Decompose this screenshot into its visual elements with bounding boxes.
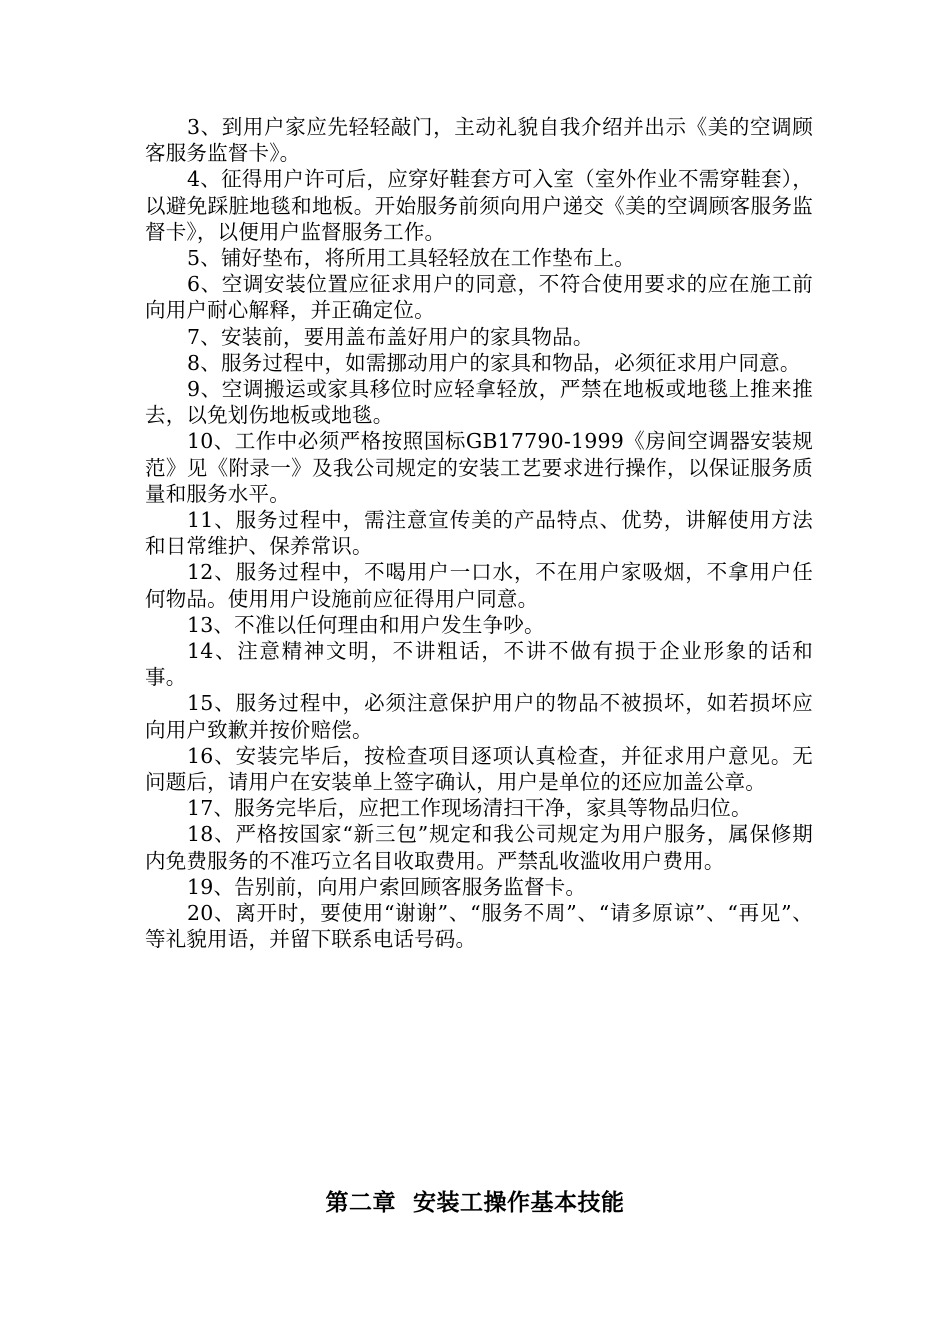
- rule-paragraph-16: 16、安装完毕后，按检查项目逐项认真检查，并征求用户意见。无问题后，请用户在安装单上签字确认，用户是单位的还应加盖公章。: [145, 743, 813, 795]
- rule-paragraph-20: 20、离开时，要使用“谢谢”、“服务不周”、“请多原谅”、“再见”、等礼貌用语，并留下联系电话号码。: [145, 901, 813, 952]
- rule-paragraph-5: 5、铺好垫布，将所用工具轻轻放在工作垫布上。: [187, 246, 635, 271]
- rule-paragraph-6: 6、空调安装位置应征求用户的同意，不符合使用要求的应在施工前向用户耐心解释，并正确定位。: [145, 272, 813, 323]
- chapter-heading: 第二章 安装工操作基本技能: [325, 1189, 625, 1216]
- rule-paragraph-4: 4、征得用户许可后，应穿好鞋套方可入室（室外作业不需穿鞋套），以避免踩脏地毯和地板。开始服务前须向用户递交《美的空调顾客服务监督卡》，以便用户监督服务工作。: [145, 167, 813, 244]
- rule-paragraph-7: 7、安装前，要用盖布盖好用户的家具物品。: [187, 324, 594, 349]
- rule-paragraph-3: 3、到用户家应先轻轻敲门，主动礼貌自我介绍并出示《美的空调顾客服务监督卡》。: [145, 115, 813, 166]
- rule-paragraph-12: 12、服务过程中，不喝用户一口水，不在用户家吸烟，不拿用户任何物品。使用用户设施前应征得用户同意。: [145, 560, 813, 611]
- rule-paragraph-19: 19、告别前，向用户索回顾客服务监督卡。: [187, 874, 587, 899]
- rule-paragraph-15: 15、服务过程中，必须注意保护用户的物品不被损坏，如若损坏应向用户致歉并按价赔偿。: [145, 691, 813, 742]
- rule-paragraph-9: 9、空调搬运或家具移位时应轻拿轻放，严禁在地板或地毯上推来推去，以免划伤地板或地毯。: [145, 377, 813, 428]
- rule-paragraph-14: 14、注意精神文明，不讲粗话，不讲不做有损于企业形象的话和事。: [145, 639, 813, 690]
- rule-paragraph-10: 10、工作中必须严格按照国标GB17790-1999《房间空调器安装规范》见《附录一》及我公司规定的安装工艺要求进行操作，以保证服务质量和服务水平。: [145, 429, 813, 506]
- rule-paragraph-8: 8、服务过程中，如需挪动用户的家具和物品，必须征求用户同意。: [187, 350, 801, 375]
- service-rules-list: [145, 114, 813, 953]
- rule-paragraph-13: 13、不准以任何理由和用户发生争吵。: [187, 612, 545, 637]
- rule-paragraph-11: 11、服务过程中，需注意宣传美的产品特点、优势，讲解使用方法和日常维护、保养常识。: [145, 508, 813, 559]
- rule-paragraph-17: 17、服务完毕后，应把工作现场清扫干净，家具等物品归位。: [187, 796, 752, 821]
- rule-paragraph-18: 18、严格按国家“新三包”规定和我公司规定为用户服务，属保修期内免费服务的不准巧立名目收取费用。严禁乱收滥收用户费用。: [145, 822, 813, 873]
